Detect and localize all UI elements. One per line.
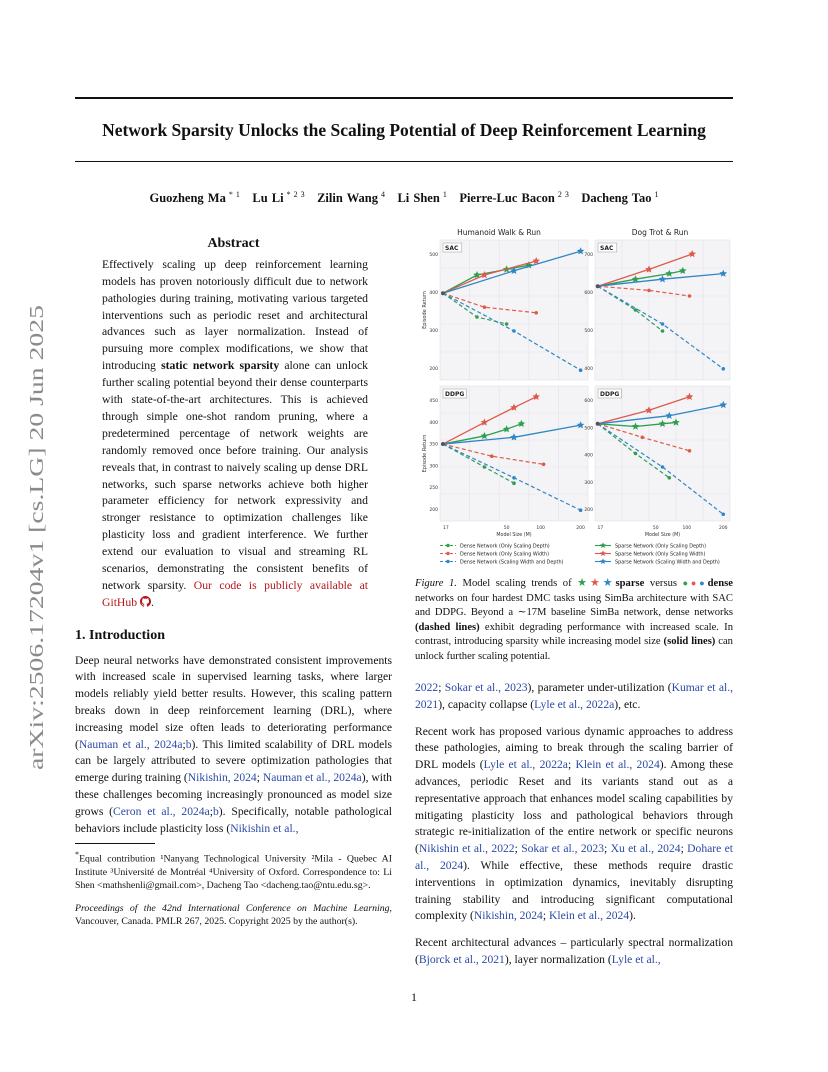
star-icons: ★★★ [577, 577, 616, 589]
citation-link[interactable]: b [185, 737, 192, 751]
dense-marker [475, 315, 479, 319]
sparse-marker [600, 558, 606, 564]
y-tick-label: 300 [584, 480, 593, 486]
y-tick-label: 250 [429, 486, 438, 492]
introduction-heading: 1. Introduction [75, 627, 165, 643]
author-list [75, 190, 733, 206]
left-column [75, 236, 392, 928]
dense-marker [688, 449, 692, 453]
dense-marker [512, 329, 516, 333]
intro-continued: 2022; Sokar et al., 2023), parameter under-utilization (Kumar et al., 2021), capacity collapse (Lyle et al., 2022a), etc. [415, 681, 733, 711]
dense-marker [640, 436, 644, 440]
citation-link[interactable]: Nikishin et al., 2022 [418, 842, 515, 856]
author-affiliation: * 2 3 [283, 190, 305, 199]
citation-link[interactable]: Nikishin et al., [230, 821, 299, 835]
author-affiliation: * 1 [225, 190, 240, 199]
legend-marker [446, 552, 449, 555]
citation-link[interactable]: Sokar et al., 2023 [444, 681, 528, 694]
citation-link[interactable]: Nauman et al., 2024a [78, 737, 183, 751]
dense-marker [512, 481, 516, 485]
citation-link[interactable]: Lyle et al., 2022a [483, 758, 568, 772]
y-axis-label: Episode Return [422, 434, 428, 473]
legend-entry: Sparse Network (Only Scaling Depth) [615, 543, 707, 550]
author-name: Lu Li [252, 191, 284, 206]
x-axis-label: Model Size (M) [496, 533, 532, 538]
abstract-text-2: alone can unlock further scaling potential beyond their dense counterparts with state-of-the-art architectures. This is achieved through simple one-shot random pruning, where a predetermined percentage of network weights are randomly removed once before training. Our analysis reveals that, in contrast to naively scaling up dense DRL networks, such sparse networks achieve both higher parameter efficiency for network expressivity and stronger resistance to optimization challenges like plasticity loss and gradient interference. We further extend our evaluation to visual and streaming RL scenarios, demonstrating the consistent benefits of network sparsity. [102, 359, 369, 593]
author-name: Pierre-Luc Bacon [459, 191, 555, 206]
dense-marker [542, 463, 546, 467]
sparse-marker [600, 542, 606, 548]
y-tick-label: 400 [584, 367, 593, 372]
y-tick-label: 500 [429, 253, 438, 258]
y-tick-label: 450 [429, 399, 438, 404]
citation-link[interactable]: Nikishin, 2024 [473, 909, 543, 923]
arxiv-stamp-text: arXiv:2506.17204v1 [cs.LG] 20 Jun 2025 [26, 426, 48, 770]
arxiv-side-stamp [24, 300, 48, 770]
x-axis-label: Model Size (M) [644, 533, 681, 538]
citation-link[interactable]: Sokar et al., 2023 [521, 842, 605, 856]
top-rule [75, 97, 733, 99]
x-tick-label: 17 [443, 526, 449, 531]
author-affiliation: 1 [439, 190, 447, 199]
abstract-bold: static network sparsity [161, 359, 280, 373]
figure-1-caption: Figure 1. Model scaling trends of ★★★sparse versus ●●●dense networks on four hardest DMC tasks using SimBa architecture with SAC and DDPG. Beyond a ∼17M baseline SimBa network, dense networks (dashed lines) exhibit degrading performance with increased scale. In contrast, introducing sparsity while increasing model size (solid lines) can unlock further scaling potential. [415, 577, 733, 662]
y-tick-label: 350 [429, 442, 438, 448]
baseline-marker [596, 422, 600, 426]
page-number: 1 [411, 990, 417, 1004]
legend-marker [446, 560, 449, 563]
citation-link[interactable]: Klein et al., 2024 [548, 909, 630, 923]
y-tick-label: 200 [584, 508, 593, 513]
citation-link[interactable]: b [212, 804, 219, 818]
y-axis-label: Episode Return [422, 291, 428, 329]
x-tick-label: 50 [503, 526, 510, 531]
citation-link[interactable]: Nikishin, 2024 [187, 771, 257, 785]
figure-1-plots [412, 226, 732, 571]
citation-link[interactable]: Ceron et al., 2024a [113, 804, 210, 818]
column-title: Humanoid Walk & Run [457, 228, 541, 237]
author-name: Guozheng Ma [149, 191, 226, 206]
citation-link[interactable]: Bjorck et al., 2021 [418, 952, 505, 966]
y-tick-label: 600 [584, 291, 593, 296]
paper-title: Network Sparsity Unlocks the Scaling Potential of Deep Reinforcement Learning [102, 120, 706, 140]
dense-marker [634, 308, 638, 312]
author-name: Zilin Wang [317, 191, 378, 206]
dense-marker [490, 454, 494, 458]
author-affiliation: 4 [377, 190, 385, 199]
dense-marker [512, 476, 516, 480]
column-title: Dog Trot & Run [631, 228, 689, 237]
caption-label: Figure 1. [415, 578, 457, 589]
panel-label: DDPG [600, 391, 620, 398]
baseline-marker [441, 442, 445, 446]
citation-link[interactable]: Nauman et al., 2024a [262, 771, 362, 785]
y-tick-label: 400 [429, 420, 438, 426]
dense-marker [579, 368, 583, 372]
author-name: Dacheng Tao [581, 191, 652, 206]
legend-entry: Dense Network (Only Scaling Depth) [460, 543, 550, 550]
y-tick-label: 700 [584, 253, 593, 258]
citation-link[interactable]: Lyle et al., [611, 952, 661, 966]
footnote-rule [75, 843, 155, 844]
x-tick-label: 100 [682, 526, 692, 531]
panel-label: SAC [445, 245, 459, 252]
reset-paragraph: Recent work has proposed various dynamic approaches to address these pathologies, aiming to break through the scaling barrier of DRL models (Lyle et al., 2022a; Klein et al., 2024). Among these advances, periodic Reset and its variants stand out as a representative approach that enhances model scaling capabilities by mitigating plasticity loss and pathological behaviors through strategic re-initialization of the entire network or specific neurons (Nikishin et al., 2022; Sokar et al., 2023; Xu et al., 2024; Dohare et al., 2024). While effective, these methods require drastic interventions in optimization dynamics, inevitably disrupting training stability and introducing significant computational complexity (Nikishin, 2024; Klein et al., 2024). [415, 724, 734, 923]
y-tick-label: 300 [429, 329, 438, 334]
x-tick-label: 200 [718, 526, 728, 531]
panel-label: DDPG [445, 391, 465, 398]
affiliation-footnote: *Equal contribution ¹Nanyang Technological University ²Mila - Quebec AI Institute ³Université de Montréal ⁴University of Oxford. Correspondence to: Li Shen <mathshenli@gmail.com>, Dacheng Tao <dacheng.tao@ntu.edu.sg>. [75, 850, 392, 891]
proceedings-note: Proceedings of the 42nd International Conference on Machine Learning, Vancouver, Canada. PMLR 267, 2025. Copyright 2025 by the author(s). [75, 902, 392, 927]
dense-marker [661, 322, 665, 326]
dense-marker [634, 452, 638, 456]
x-tick-label: 17 [597, 526, 604, 531]
y-tick-label: 500 [584, 426, 593, 432]
legend-entry: Dense Network (Scaling Width and Depth) [460, 559, 564, 566]
figure-1 [412, 226, 732, 571]
x-tick-label: 50 [652, 526, 659, 531]
citation-link[interactable]: Kumar et al., 2021 [415, 681, 733, 711]
citation-link[interactable]: Lyle et al., 2022a [534, 697, 615, 711]
y-tick-label: 300 [429, 464, 438, 470]
dense-marker [667, 476, 671, 480]
dense-marker [721, 367, 725, 371]
citation-link[interactable]: Klein et al., 2024 [575, 758, 660, 772]
panel-label: SAC [600, 245, 614, 252]
y-tick-label: 200 [429, 367, 438, 372]
dense-marker [579, 508, 583, 512]
abstract-text-1: Effectively scaling up deep reinforcement learning models has proven notoriously difficult due to network pathologies during training, motivating various targeted interventions such as periodic reset and architectural advances such as layer normalization. Instead of pursuing more complex modifications, we show that introducing [102, 257, 368, 373]
abstract-body: Effectively scaling up deep reinforcement learning models has proven notoriously difficult due to network pathologies during training, motivating various targeted interventions such as periodic reset and architectural advances such as layer normalization. Instead of pursuing more complex modifications, we show that introducing static network sparsity alone can unlock further scaling potential beyond their dense counterparts with state-of-the-art architectures. This is achieved through simple one-shot random pruning, where a predetermined percentage of network weights are randomly removed once before training. Our analysis reveals that, in contrast to naively scaling up dense DRL networks, such sparse networks achieve both higher parameter efficiency for network expressivity and stronger resistance to optimization challenges like plasticity loss and gradient interference. We further extend our evaluation to visual and streaming RL scenarios, demonstrating the consistent benefits of network sparsity. Our code is publicly available at GitHub . [102, 257, 369, 609]
abstract-heading: Abstract [207, 236, 260, 251]
footnotes [75, 843, 392, 927]
github-link[interactable]: Our code is publicly available at GitHub [102, 579, 369, 609]
dense-marker [647, 289, 651, 293]
citation-link[interactable]: 2022 [415, 681, 439, 694]
author-affiliation: 1 [651, 190, 659, 199]
legend-marker [446, 544, 449, 547]
dense-marker [534, 311, 538, 315]
author-affiliation: 2 3 [554, 190, 569, 199]
architecture-paragraph: Recent architectural advances – particularly spectral normalization (Bjorck et al., 2021), layer normalization (Lyle et al., [415, 936, 733, 966]
author-name: Li Shen [397, 191, 440, 206]
dense-marker [661, 465, 665, 469]
baseline-marker [596, 284, 600, 288]
dense-marker [483, 465, 487, 469]
x-tick-label: 200 [576, 526, 585, 531]
title-bottom-rule [75, 161, 733, 162]
legend-entry: Sparse Network (Scaling Width and Depth) [615, 559, 720, 566]
dense-marker [721, 512, 725, 516]
citation-link[interactable]: Dohare et al., 2024 [415, 842, 733, 872]
legend-entry: Sparse Network (Only Scaling Width) [615, 551, 706, 558]
y-tick-label: 200 [429, 508, 438, 513]
y-tick-label: 600 [584, 399, 593, 404]
github-icon[interactable] [140, 596, 151, 607]
legend-entry: Dense Network (Only Scaling Width) [460, 551, 550, 558]
dense-marker [483, 305, 487, 309]
y-tick-label: 500 [584, 329, 593, 334]
right-column [415, 680, 733, 969]
intro-paragraph: Deep neural networks have demonstrated consistent improvements with increased scale in supervised learning tasks, where larger models reliably yield better results. However, this scaling pattern breaks down in deep reinforcement learning (DRL), where increasing model size often leads to deteriorating performance (Nauman et al., 2024a;b). This limited scalability of DRL models can be largely attributed to severe optimization pathologies that emerge during training (Nikishin, 2024; Nauman et al., 2024a), with these challenges becoming increasingly pronounced as model size grows (Ceron et al., 2024a;b). Specifically, notable pathological behaviors include plasticity loss (Nikishin et al., [75, 653, 392, 835]
baseline-marker [441, 291, 445, 295]
citation-link[interactable]: Xu et al., 2024 [610, 842, 681, 856]
x-tick-label: 100 [536, 526, 545, 531]
dense-marker [688, 294, 692, 298]
dense-marker [661, 329, 665, 333]
y-tick-label: 400 [584, 453, 593, 459]
dense-marker [505, 322, 509, 326]
sparse-marker [600, 550, 606, 556]
dot-icons: ●●● [682, 578, 708, 588]
y-tick-label: 400 [429, 291, 438, 296]
